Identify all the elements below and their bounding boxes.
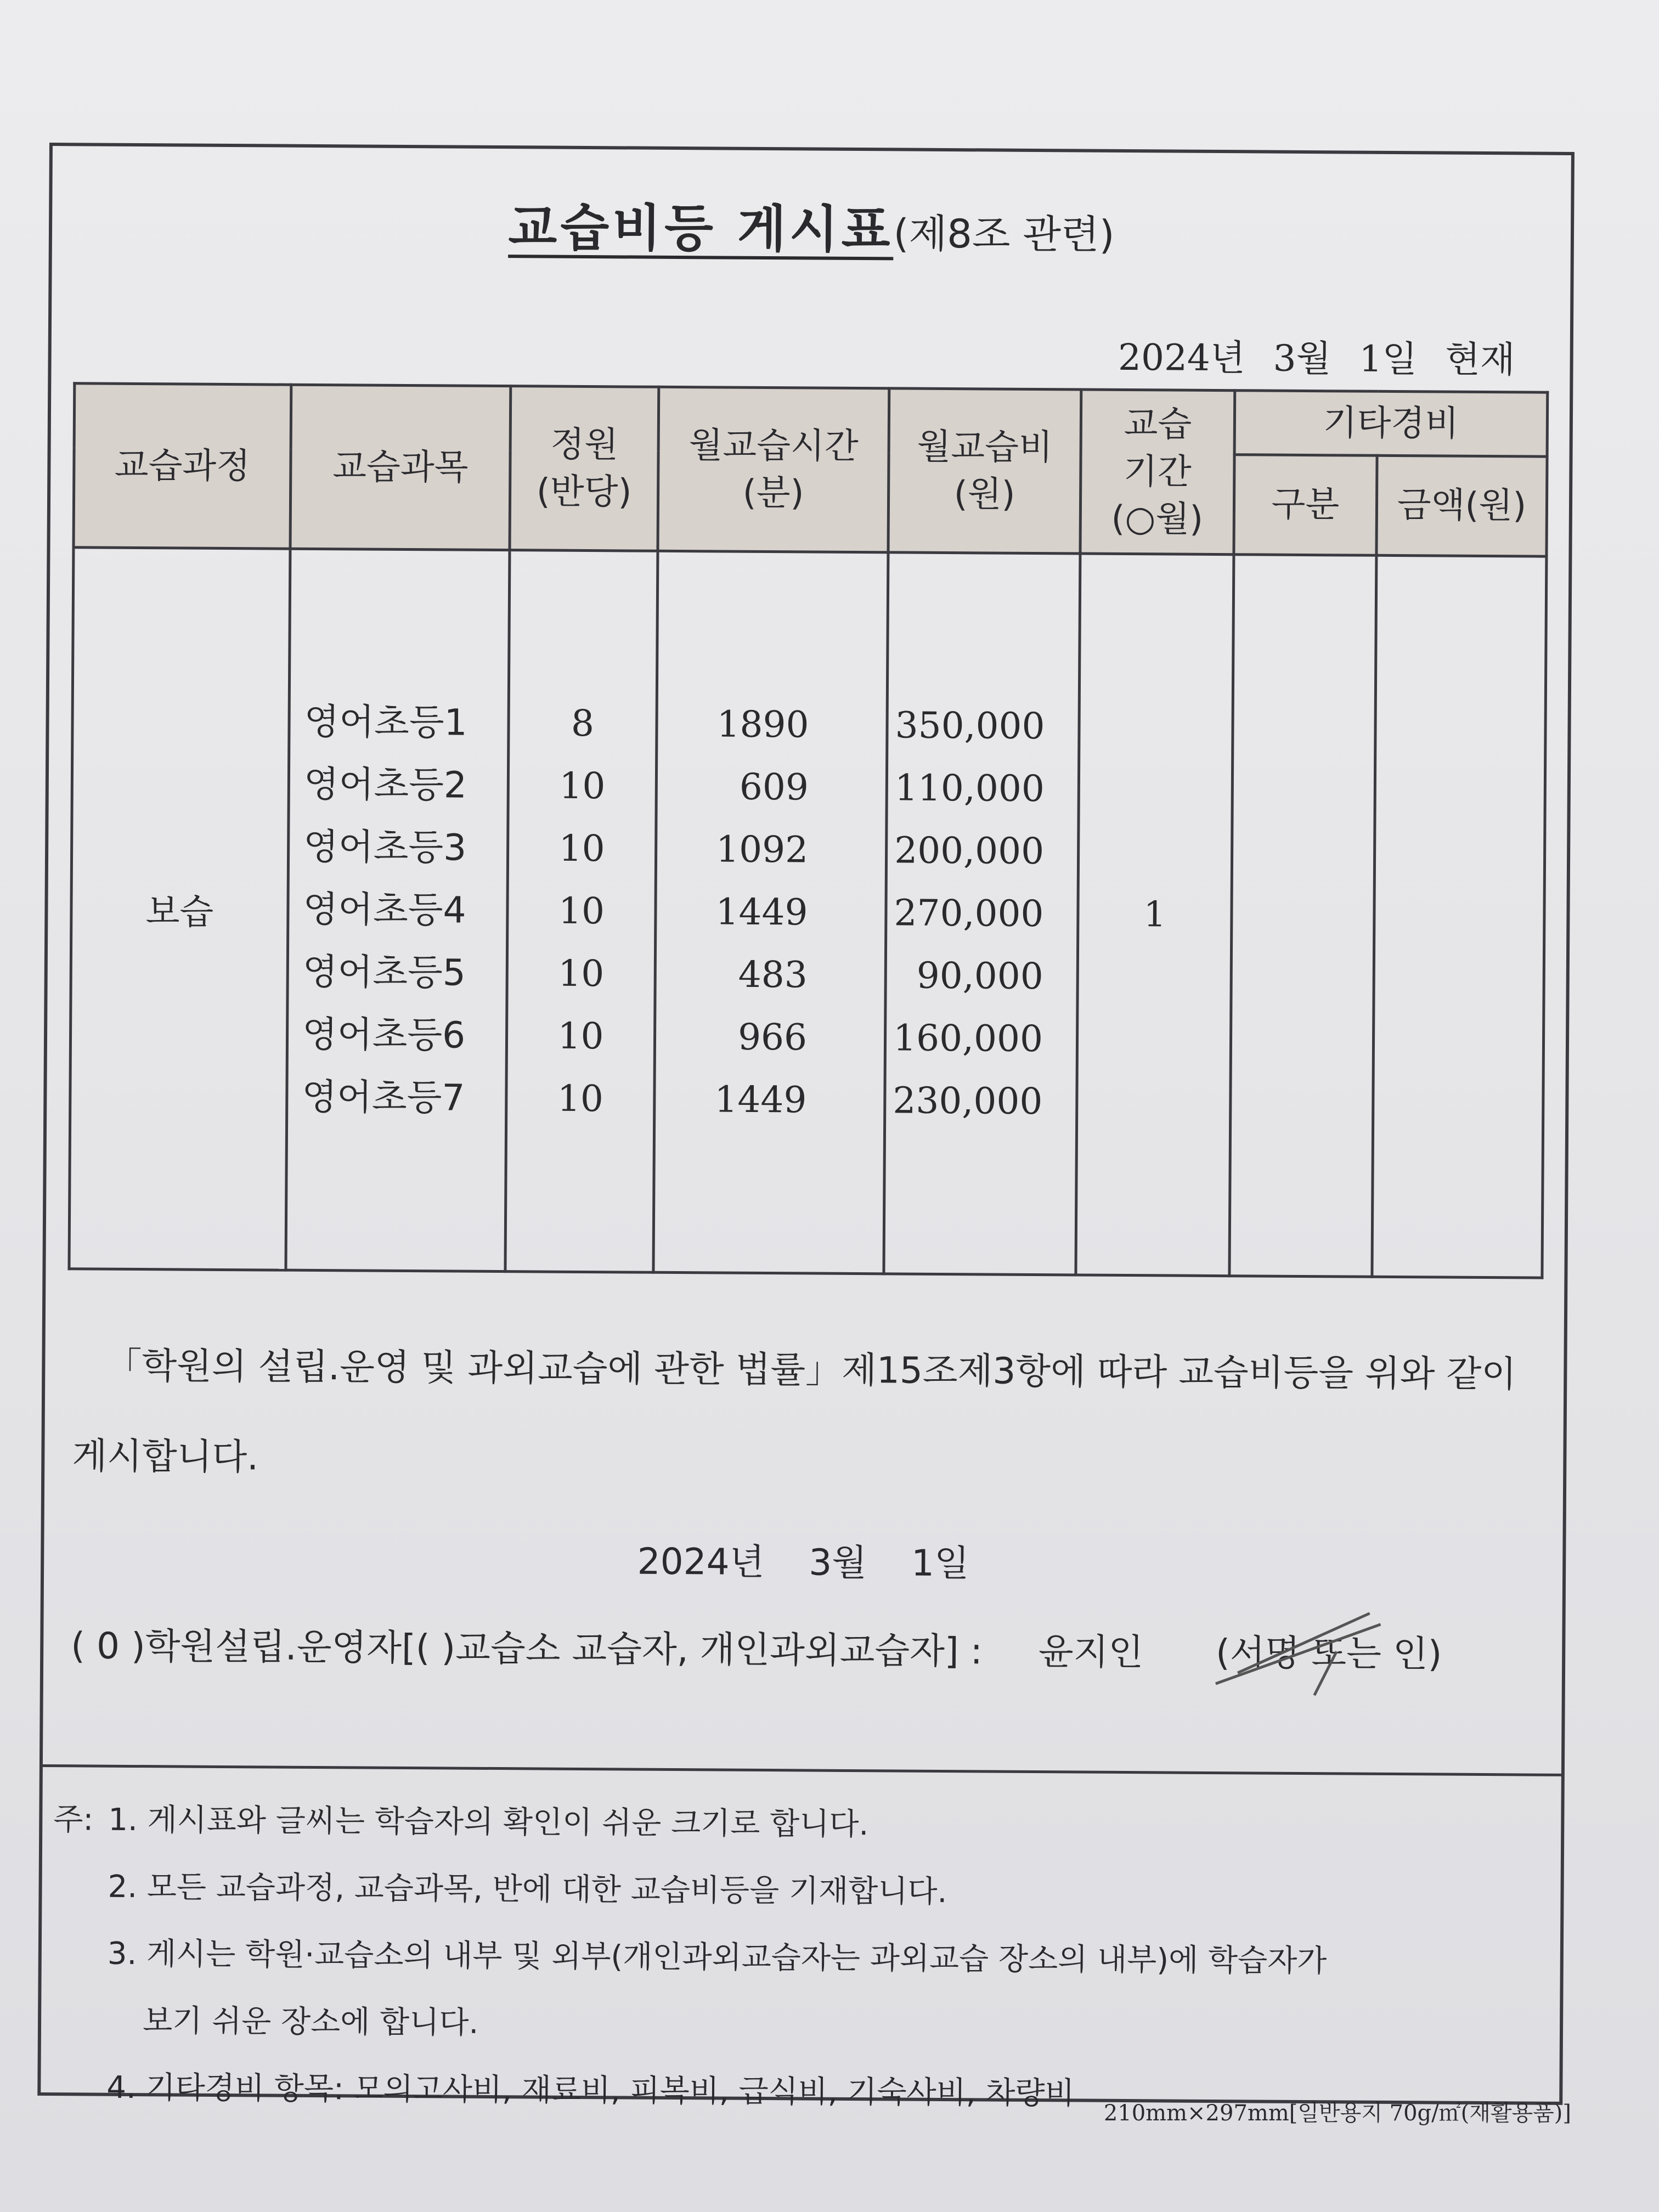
notes-section: [52, 1786, 1535, 2130]
table-row-hours: 1890: [716, 703, 809, 746]
header-other-amount: 금액(원): [1376, 455, 1547, 556]
note-item: 2. 모든 교습과정, 교습과목, 반에 대한 교습비등을 기재합니다.: [108, 1869, 947, 1910]
as-of-date: 2024년 3월 1일 현재: [1118, 336, 1515, 381]
table-row-fee: 350,000: [895, 704, 1045, 748]
header-other-type: 구분: [1234, 455, 1377, 556]
signature-scribble-icon: [1205, 1601, 1403, 1701]
note-item: 4. 기타경비 항목: 모의고사비, 재료비, 피복비, 급식비, 기숙사비, 차량비: [106, 2069, 1075, 2112]
header-course: 교습과정: [74, 383, 291, 549]
hours-column: [653, 551, 888, 1274]
header-capacity: 정원 (반당): [510, 386, 659, 551]
table-row-capacity: 10: [558, 889, 605, 933]
capacity-column: [505, 550, 658, 1273]
header-subject: 교습과목: [290, 385, 511, 550]
notes-lead: 주:: [53, 1802, 94, 1838]
table-row-fee: 270,000: [894, 891, 1044, 935]
notice-line-1: 「학원의 설립.운영 및 과외교습에 관한 법률」제15조제3항에 따라 교습비등을 위와 같이: [105, 1344, 1517, 1396]
header-fee: 월교습비 (원): [888, 388, 1081, 554]
table-row-subject: 영어초등6: [302, 1013, 466, 1057]
table-row-subject: 영어초등1: [304, 700, 467, 744]
fee-column: [884, 552, 1080, 1275]
other-type-cell: [1229, 555, 1376, 1277]
notice-line-2: 게시합니다.: [72, 1435, 259, 1479]
document-title: [52, 184, 1571, 266]
table-row-hours: 483: [738, 953, 808, 996]
table-row-subject: 영어초등4: [303, 888, 466, 932]
header-hours: 월교습시간 (분): [658, 387, 889, 552]
signer-line: [71, 1616, 1553, 1677]
notes-divider: [43, 1764, 1561, 1776]
note-item: 보기 쉬운 장소에 합니다.: [142, 2003, 479, 2041]
signer-prefix: ( 0 )학원설립.운영자[( )교습소 교습자, 개인과외교습자] :: [71, 1624, 983, 1673]
table-row-hours: 1092: [715, 828, 809, 871]
table-row-hours: 1449: [714, 1078, 807, 1121]
table-row-fee: 90,000: [916, 954, 1043, 998]
document-frame: [37, 143, 1575, 2112]
other-amount-cell: [1372, 555, 1547, 1278]
table-row-fee: 160,000: [893, 1017, 1043, 1060]
table-row-subject: 영어초등7: [302, 1075, 465, 1119]
table-row-hours: 1449: [715, 890, 808, 934]
fee-table: [67, 382, 1549, 1279]
table-row-capacity: 10: [558, 827, 605, 870]
title-main: 교습비등 게시표: [508, 198, 894, 259]
title-sub: (제8조 관련): [893, 210, 1115, 258]
table-row-hours: 966: [737, 1015, 808, 1059]
table-row-subject: 영어초등5: [302, 950, 466, 994]
signer-name: 윤지인: [1038, 1630, 1144, 1674]
note-item: 3. 게시는 학원·교습소의 내부 및 외부(개인과외교습자는 과외교습 장소의 내부)에 학습자가: [107, 1936, 1327, 1979]
legal-notice: [72, 1320, 1543, 1510]
signing-date: 2024년 3월 1일: [637, 1540, 970, 1585]
note-item: 1. 게시표와 글씨는 학습자의 확인이 쉬운 크기로 합니다.: [108, 1802, 869, 1843]
header-period: 교습 기간 (○월): [1080, 390, 1235, 555]
course-cell: 보습: [69, 548, 290, 1270]
table-row-capacity: 10: [558, 952, 605, 995]
table-row-capacity: 10: [557, 1077, 604, 1120]
signature-area: [1216, 1623, 1442, 1677]
table-row-fee: 110,000: [894, 766, 1045, 810]
table-row-fee: 230,000: [893, 1079, 1043, 1123]
table-row-subject: 영어초등2: [303, 763, 467, 806]
header-other-expenses: 기타경비: [1234, 391, 1548, 456]
period-cell: 1: [1076, 554, 1234, 1276]
subject-column: [286, 549, 510, 1271]
table-row-hours: 609: [739, 765, 809, 809]
table-row-capacity: 10: [559, 764, 606, 808]
table-row-fee: 200,000: [894, 829, 1045, 873]
table-row-subject: 영어초등3: [303, 825, 467, 869]
table-row-capacity: 10: [557, 1014, 604, 1058]
paper-spec: 210mm×297mm[일반용지 70g/㎡(재활용품)]: [1103, 2101, 1571, 2126]
table-row-capacity: 8: [571, 702, 595, 745]
sign-label: (서명 또는 인): [1215, 1632, 1442, 1675]
